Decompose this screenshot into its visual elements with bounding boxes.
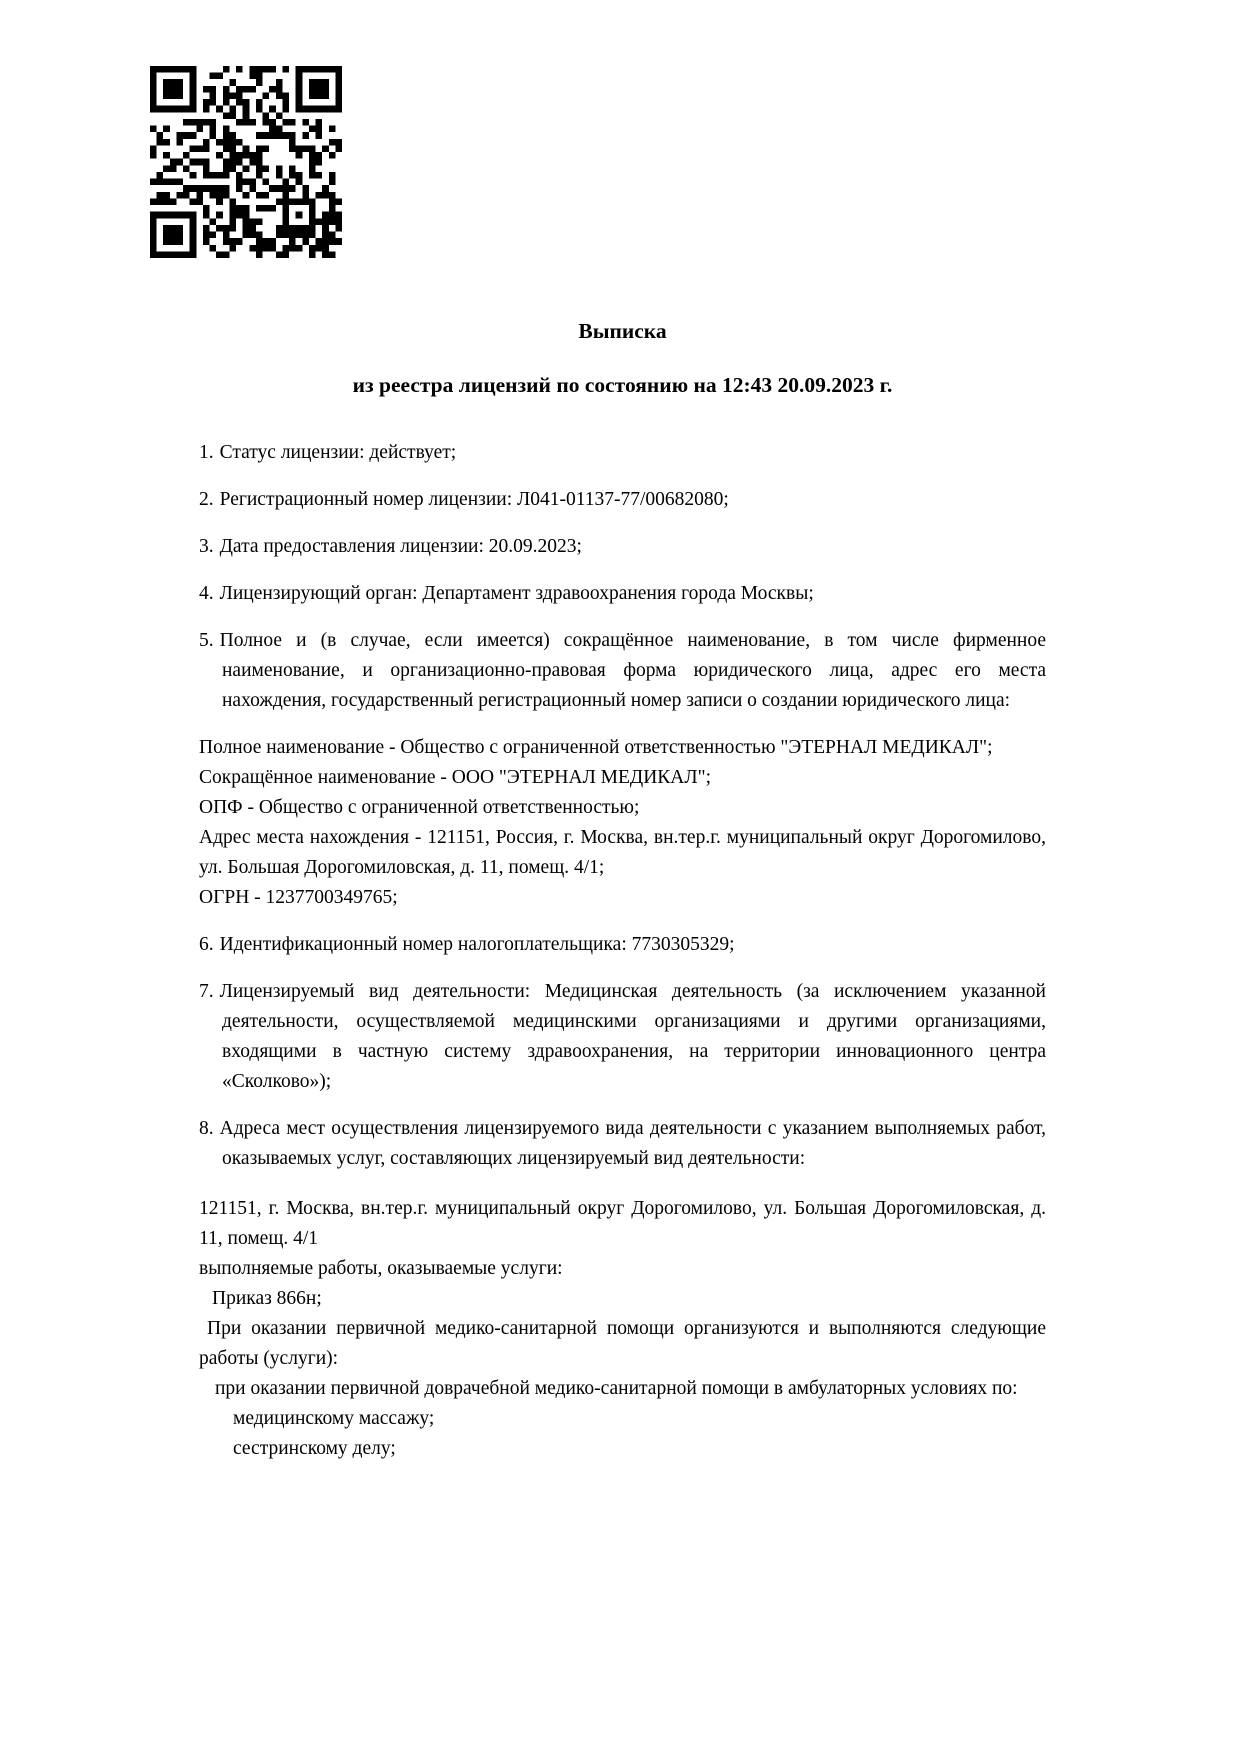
service-nursing: сестринскому делу; (233, 1438, 396, 1459)
org-opf: ОПФ - Общество с ограниченной ответственностью; (199, 797, 640, 818)
service-massage: медицинскому массажу; (233, 1408, 435, 1429)
item-number: 6. (199, 934, 214, 955)
document-content (199, 316, 1046, 1464)
activity-address: 121151, г. Москва, вн.тер.г. муниципальный округ Дорогомилово, ул. Большая Дорогомиловская, д. 11, помещ. 4/1 (199, 1198, 1046, 1249)
pre-doctor-paragraph: при оказании первичной доврачебной медико-санитарной помощи в амбулаторных условиях по: (215, 1378, 1018, 1399)
item-number: 7. (199, 981, 214, 1002)
primary-care-paragraph: При оказании первичной медико-санитарной помощи организуются и выполняются следующие работы (услуги): (199, 1318, 1046, 1369)
order-866n: Приказ 866н; (212, 1288, 322, 1309)
org-full-name: Полное наименование - Общество с ограниченной ответственностью "ЭТЕРНАЛ МЕДИКАЛ"; (199, 737, 993, 758)
item-text: Полное и (в случае, если имеется) сокращённое наименование, в том числе фирменное наименование, и организационно-правовая форма юридического лица, адрес его места нахождения, государственный регистрационный номер записи о создании юридического лица: (219, 630, 1046, 711)
works-header: выполняемые работы, оказываемые услуги: (199, 1258, 563, 1279)
document-title: Выписка (578, 319, 667, 343)
item-number: 2. (199, 489, 214, 510)
item-text: Статус лицензии: действует; (219, 442, 457, 463)
license-item-1 (199, 438, 1046, 468)
item-number: 4. (199, 583, 214, 604)
org-short-name: Сокращённое наименование - ООО "ЭТЕРНАЛ МЕДИКАЛ"; (199, 767, 711, 788)
org-address: Адрес места нахождения - 121151, Россия, г. Москва, вн.тер.г. муниципальный округ Дорогомилово, ул. Большая Дорогомиловская, д. 11, помещ. 4/1; (199, 827, 1046, 878)
license-item-3 (199, 532, 1046, 562)
item-text: Регистрационный номер лицензии: Л041-01137-77/00682080; (219, 489, 729, 510)
license-item-7 (199, 977, 1046, 1097)
item-number: 1. (199, 442, 214, 463)
item-text: Лицензируемый вид деятельности: Медицинская деятельность (за исключением указанной деятельности, осуществляемой медицинскими организациями и другими организациями, входящими в частную систему здравоохранения, на территории инновационного центра «Сколково»); (219, 981, 1046, 1092)
item-text: Лицензирующий орган: Департамент здравоохранения города Москвы; (219, 583, 814, 604)
item-text: Дата предоставления лицензии: 20.09.2023; (219, 536, 582, 557)
license-item-5 (199, 626, 1046, 716)
org-ogrn: ОГРН - 1237700349765; (199, 887, 398, 908)
org-details (199, 733, 1046, 913)
license-item-4 (199, 579, 1046, 609)
license-item-2 (199, 485, 1046, 515)
license-item-8 (199, 1114, 1046, 1174)
license-item-6 (199, 930, 1046, 960)
item-text: Идентификационный номер налогоплательщика: 7730305329; (219, 934, 735, 955)
item-text: Адреса мест осуществления лицензируемого вида деятельности с указанием выполняемых работ, оказываемых услуг, составляющих лицензируемый вид деятельности: (219, 1118, 1046, 1169)
activity-block (199, 1194, 1046, 1464)
item-number: 3. (199, 536, 214, 557)
document-subtitle: из реестра лицензий по состоянию на 12:43 20.09.2023 г. (352, 373, 893, 397)
item-number: 8. (199, 1118, 214, 1139)
item-number: 5. (199, 630, 214, 651)
qr-code (150, 66, 342, 258)
